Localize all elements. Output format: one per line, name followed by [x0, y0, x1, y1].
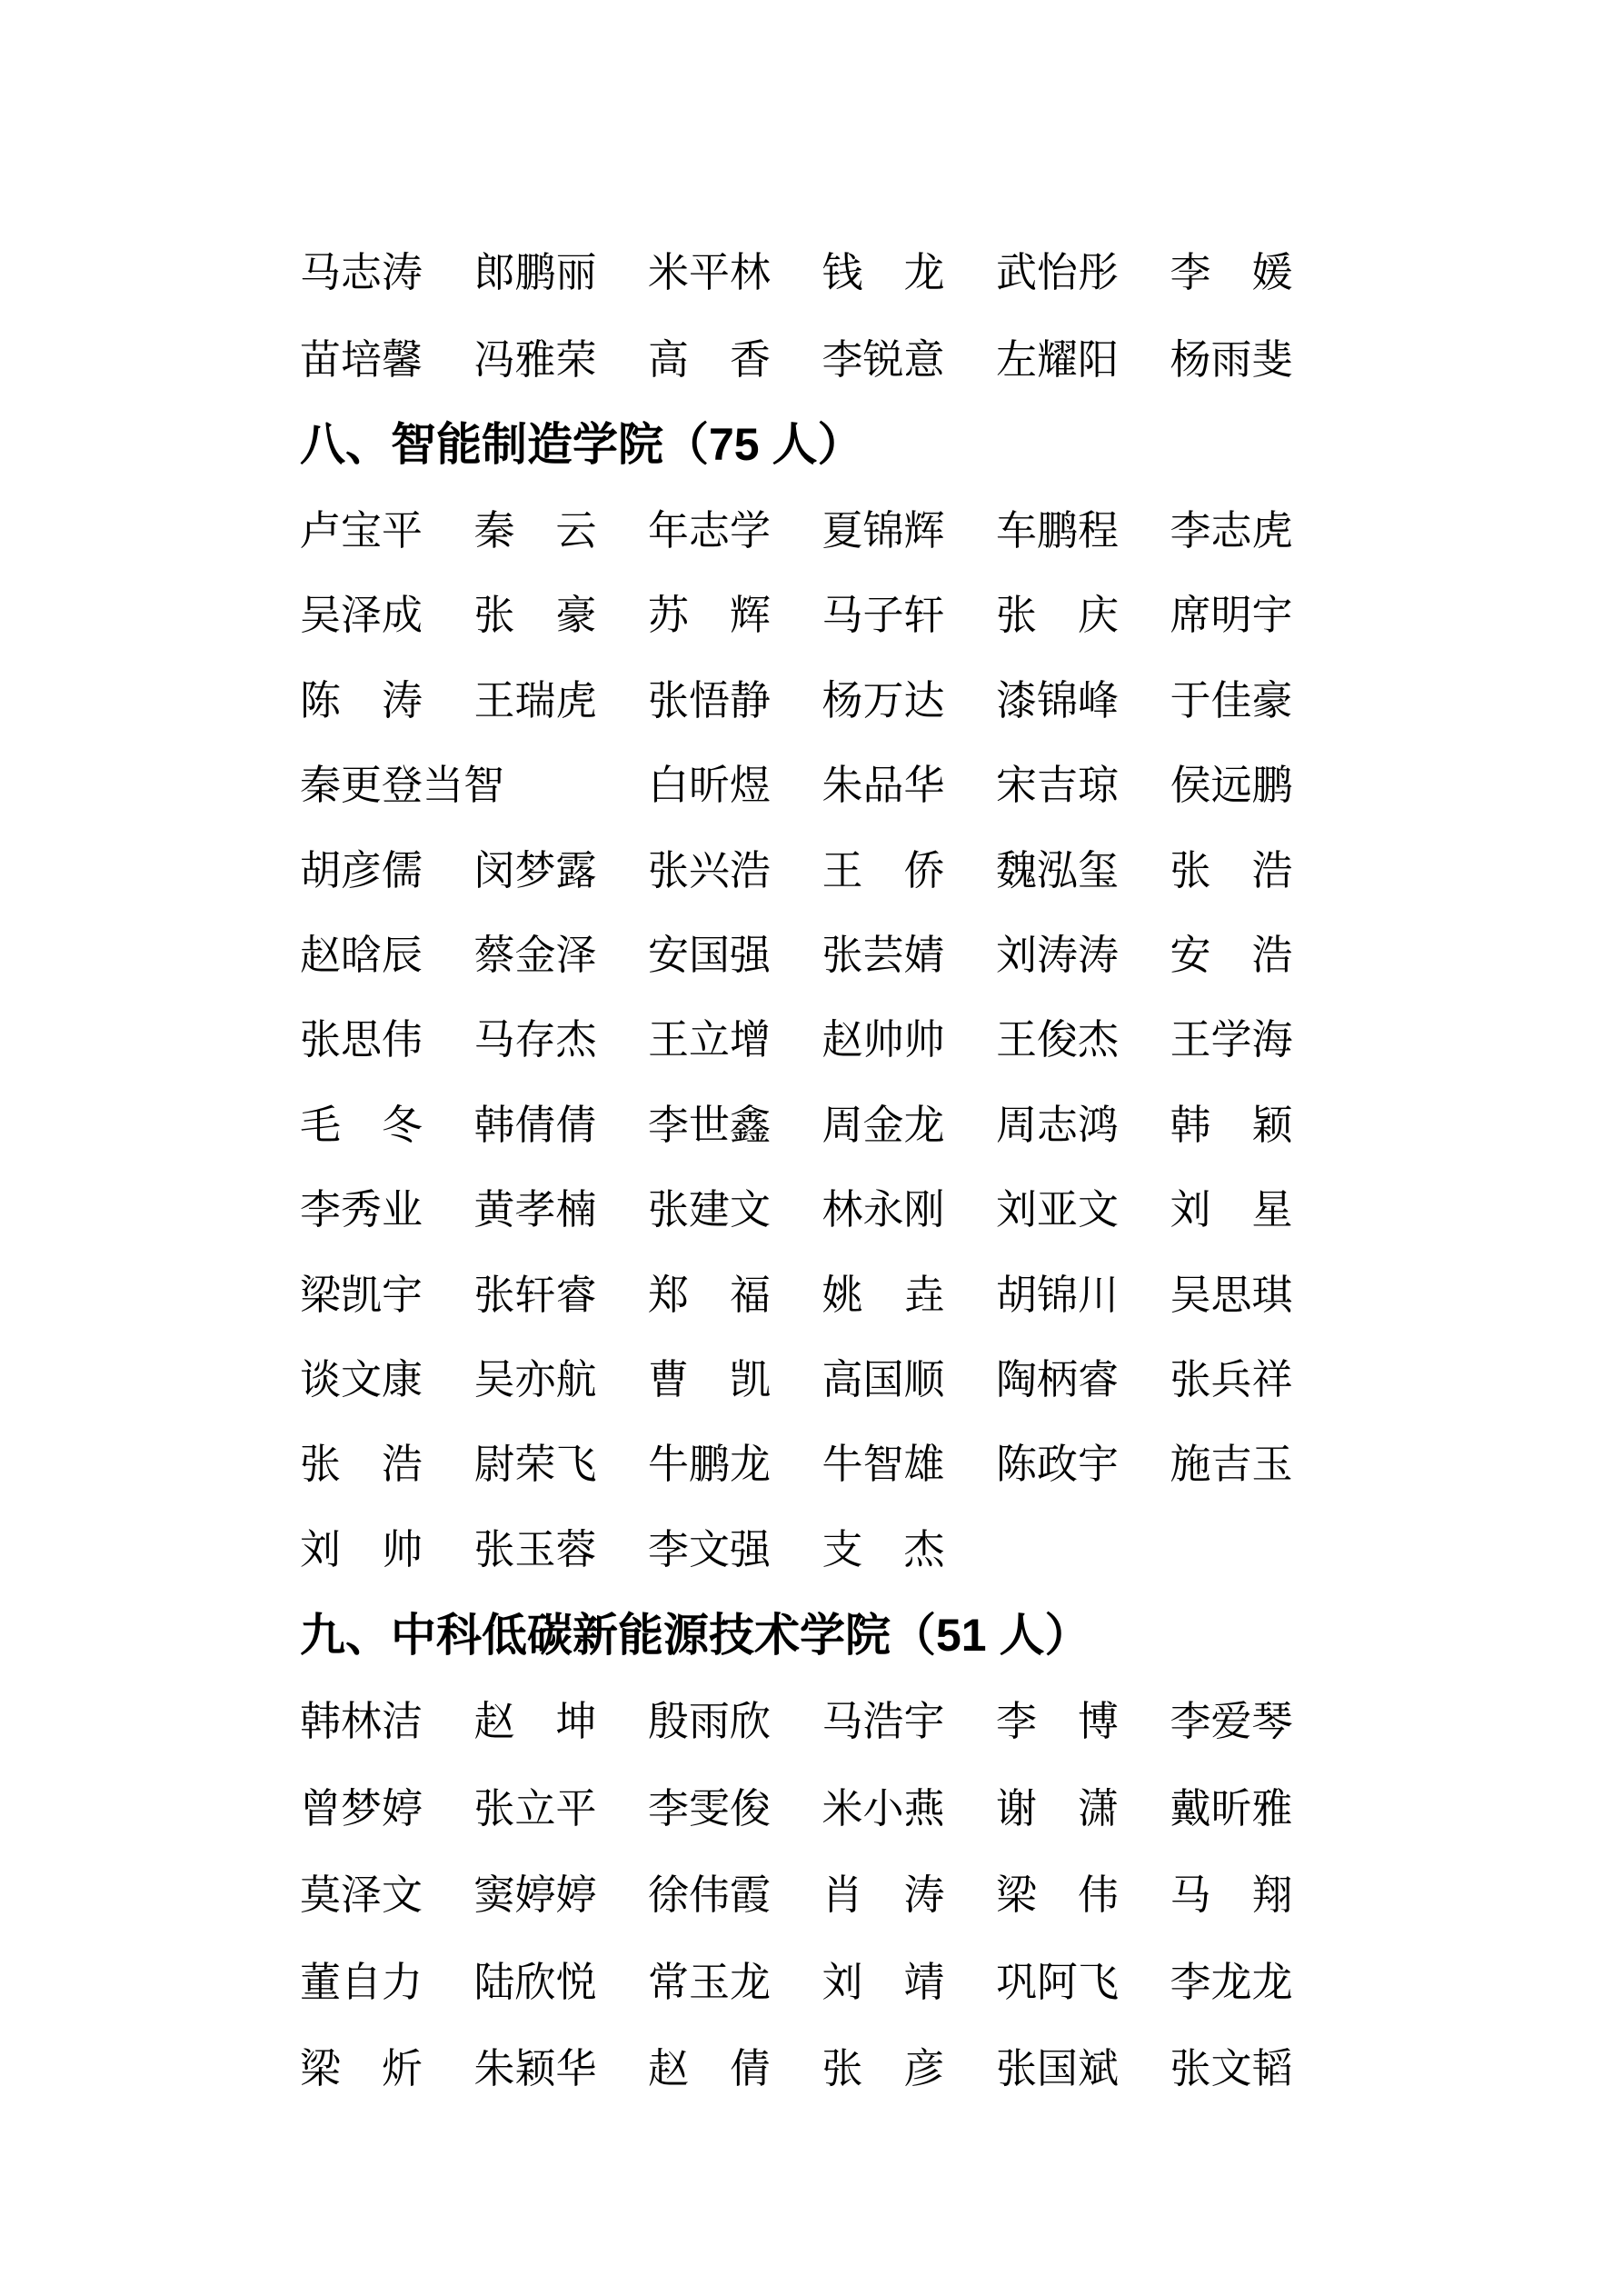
student-name: 李雯俊: [648, 1785, 772, 1832]
student-name: 常玉龙: [648, 1959, 772, 2005]
student-name: 刘 帅: [300, 1526, 423, 1572]
student-name: 秦更登当智: [300, 763, 505, 809]
student-name: 张立平: [473, 1785, 597, 1832]
name-row: [300, 658, 1623, 744]
student-name: 张兵祥: [1170, 1357, 1293, 1403]
student-name: 梁 炘: [300, 2046, 423, 2091]
name-row: [300, 1766, 1623, 1852]
name-row: [300, 488, 1623, 574]
student-name: 吴思琪: [1170, 1272, 1293, 1318]
student-name: 吴泽成: [300, 593, 423, 639]
student-name: 钱 龙: [821, 250, 945, 295]
student-name: 牛鹏龙: [648, 1442, 772, 1488]
student-name: 林永刚: [821, 1187, 945, 1233]
student-name: 杨万达: [821, 677, 945, 724]
student-name: 胡锦川: [996, 1272, 1120, 1318]
student-name: 董自力: [300, 1959, 423, 2005]
student-name: 张兴浩: [648, 847, 772, 893]
name-row: [300, 317, 1623, 403]
student-name: 姚 垚: [821, 1272, 945, 1318]
name-row: [300, 913, 1623, 998]
student-name: 郎鹏丽: [473, 250, 597, 295]
student-name: 曹 凯: [648, 1357, 772, 1403]
student-name: 吴亦航: [473, 1357, 597, 1403]
student-name: 马存杰: [473, 1017, 597, 1063]
student-name: 冯雅荣: [473, 337, 597, 383]
student-name: 张思伟: [300, 1017, 423, 1063]
student-name: 苏 辉: [648, 593, 772, 639]
name-row: [300, 1167, 1623, 1253]
student-name: 巩阿飞: [996, 1959, 1120, 2005]
student-name: 戴昕雅: [1170, 1785, 1293, 1832]
student-name: 张 浩: [300, 1442, 423, 1488]
student-name: 刘 靖: [821, 1959, 945, 2005]
student-name: 张 庆: [996, 593, 1120, 639]
section-heading: 八、智能制造学院（75 人）: [300, 419, 863, 470]
student-name: 郑 福: [648, 1272, 772, 1318]
student-name: 赵晗辰: [300, 933, 423, 978]
student-name: 李秀业: [300, 1187, 423, 1233]
student-name: 韩林洁: [300, 1699, 423, 1744]
name-row: [300, 1679, 1623, 1764]
student-name: 曾梦婷: [300, 1785, 423, 1832]
student-name: 李锐意: [821, 337, 945, 383]
student-name: 高国顺: [821, 1357, 945, 1403]
student-name: 刘涛涛: [996, 933, 1120, 978]
student-name: 陶柄睿: [996, 1357, 1120, 1403]
student-name: 陈政宇: [996, 1442, 1120, 1488]
student-name: 漆锦峰: [996, 677, 1120, 724]
student-name: 赵帅帅: [821, 1017, 945, 1063]
student-name: 谢 潇: [996, 1785, 1120, 1832]
student-name: 周金龙: [821, 1102, 945, 1148]
student-name: 李文强: [648, 1526, 772, 1572]
student-name: 蔡金泽: [473, 933, 597, 978]
name-row: [300, 1422, 1623, 1507]
name-row: [300, 1337, 1623, 1423]
name-row: [300, 1083, 1623, 1168]
section-heading: 九、中科低碳新能源技术学院（51 人）: [300, 1610, 1090, 1661]
student-name: 马子轩: [821, 593, 945, 639]
student-name: 李 媛: [1170, 250, 1293, 295]
student-name: 张悟静: [648, 677, 772, 724]
student-name: 张国斌: [996, 2046, 1120, 2091]
student-name: 尉荣飞: [473, 1442, 597, 1488]
student-name: 张文韬: [1170, 2046, 1293, 2091]
student-name: 李爱琴: [1170, 1699, 1293, 1744]
student-name: 周志鸿: [996, 1102, 1120, 1148]
student-name: 高 香: [648, 337, 772, 383]
name-row: [300, 1940, 1623, 2025]
student-name: 王俊杰: [996, 1017, 1120, 1063]
student-name: 武怡彤: [996, 250, 1120, 295]
student-name: 陆欣悦: [473, 1959, 597, 2005]
student-name: 韩倩倩: [473, 1102, 597, 1148]
name-row: [300, 1253, 1623, 1338]
student-name: 李世鑫: [648, 1102, 772, 1148]
student-name: 夏锦辉: [821, 508, 945, 554]
student-name: 米平林: [648, 250, 772, 295]
student-name: 魏泓玺: [996, 847, 1120, 893]
student-name: 卢宝平: [300, 508, 423, 554]
student-name: 牛智雄: [821, 1442, 945, 1488]
student-name: 左耀阳: [996, 337, 1120, 383]
student-name: 张 彦: [821, 2046, 945, 2091]
student-name: 肖 涛: [821, 1872, 945, 1918]
student-name: 梁凯宇: [300, 1272, 423, 1318]
student-name: 刘亚文: [996, 1187, 1120, 1233]
student-name: 张 浩: [1170, 847, 1293, 893]
student-name: 席明宇: [1170, 593, 1293, 639]
student-name: 朱品华: [821, 763, 945, 809]
student-name: 韩 颖: [1170, 1102, 1293, 1148]
student-name: 胡彦儒: [300, 847, 423, 893]
student-name: 支 杰: [821, 1526, 945, 1572]
student-name: 白昕煜: [648, 763, 772, 809]
student-name: 侯远鹏: [1170, 763, 1293, 809]
student-name: 张 豪: [473, 593, 597, 639]
student-name: 王学海: [1170, 1017, 1293, 1063]
student-name: 朱颖华: [473, 2046, 597, 2091]
student-name: 马 翔: [1170, 1872, 1293, 1918]
student-name: 于佳豪: [1170, 677, 1293, 724]
name-row: [300, 828, 1623, 913]
student-name: 张轩睿: [473, 1272, 597, 1318]
student-name: 安国强: [648, 933, 772, 978]
student-name: 赵 倩: [648, 2046, 772, 2091]
name-row: [300, 2026, 1623, 2111]
student-name: 年志学: [648, 508, 772, 554]
name-row: [300, 997, 1623, 1083]
student-name: 陈 涛: [300, 677, 423, 724]
student-name: 车鹏程: [996, 508, 1120, 554]
student-name: 李 博: [996, 1699, 1120, 1744]
student-name: 苗培馨: [300, 337, 423, 383]
student-name: 闵梦露: [473, 847, 597, 893]
student-name: 李龙龙: [1170, 1959, 1293, 2005]
student-name: 马志涛: [300, 250, 423, 295]
student-name: 王 侨: [821, 847, 945, 893]
student-name: 刘 星: [1170, 1187, 1293, 1233]
student-name: 徐伟霞: [648, 1872, 772, 1918]
student-name: 米小燕: [821, 1785, 945, 1832]
name-row: [300, 573, 1623, 658]
name-row: [300, 230, 1623, 315]
student-name: 王瑞虎: [473, 677, 597, 724]
name-row: [300, 743, 1623, 828]
student-name: 莫泽文: [300, 1872, 423, 1918]
student-name: 毛 冬: [300, 1102, 423, 1148]
student-name: 王立增: [648, 1017, 772, 1063]
student-name: 谈文康: [300, 1357, 423, 1403]
name-row: [300, 1852, 1623, 1938]
student-name: 张芸婧: [821, 933, 945, 978]
student-name: 张玉蓉: [473, 1526, 597, 1572]
student-name: 马浩宇: [821, 1699, 945, 1744]
student-name: 宋吉琼: [996, 763, 1120, 809]
student-name: 赵 坤: [473, 1699, 597, 1744]
student-name: 殷雨欣: [648, 1699, 772, 1744]
student-name: 张建文: [648, 1187, 772, 1233]
student-name: 施吉玉: [1170, 1442, 1293, 1488]
student-name: 窦婷婷: [473, 1872, 597, 1918]
student-name: 梁 伟: [996, 1872, 1120, 1918]
name-row: [300, 1507, 1623, 1592]
student-name: 黄孝楠: [473, 1187, 597, 1233]
student-name: 李志虎: [1170, 508, 1293, 554]
student-name: 安 浩: [1170, 933, 1293, 978]
student-name: 杨雨斐: [1170, 337, 1293, 383]
student-name: 秦 云: [473, 508, 597, 554]
